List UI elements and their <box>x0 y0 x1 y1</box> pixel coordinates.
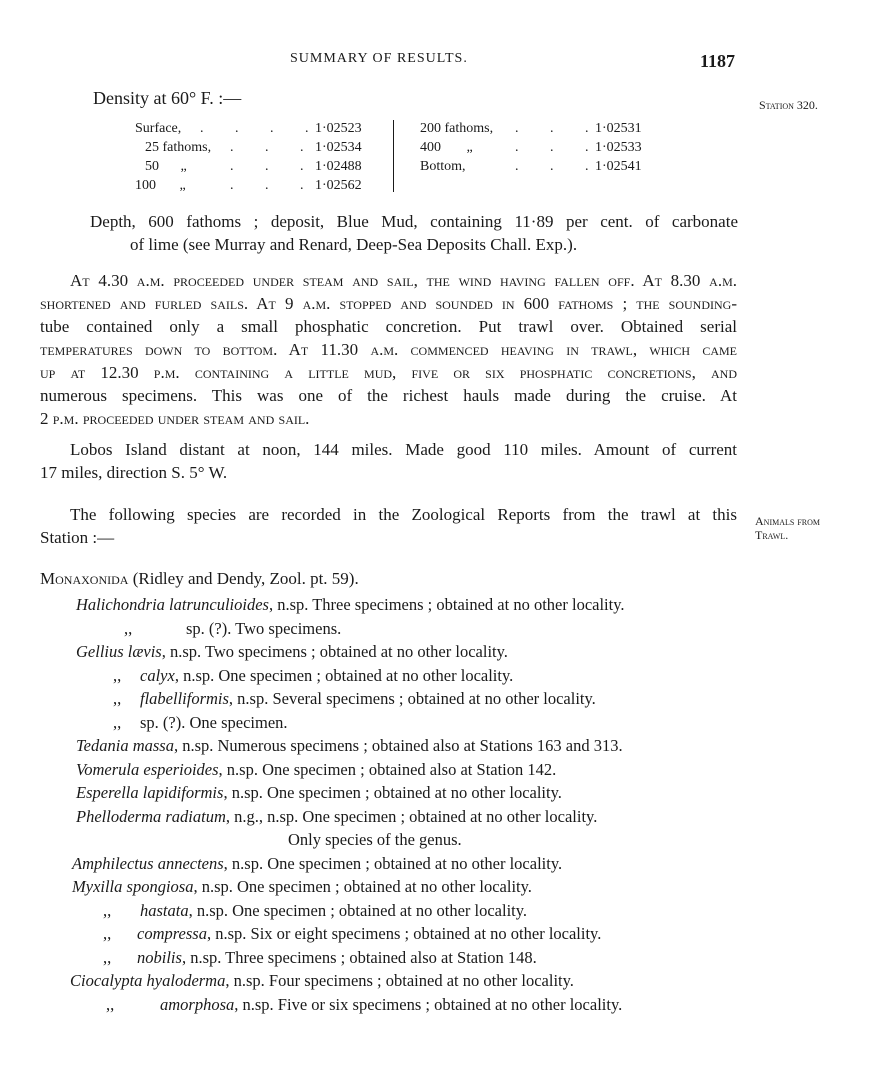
ditto-mark: ,, <box>106 994 115 1014</box>
list-item <box>0 969 880 993</box>
ditto-mark: ,, <box>103 900 112 920</box>
list-item <box>0 852 880 876</box>
density-table-left <box>135 119 385 195</box>
density-value: 1·02534 <box>315 140 362 155</box>
list-item <box>0 781 880 805</box>
density-value: 1·02488 <box>315 159 362 174</box>
narrative-line: 2 p.m. proceeded under steam and sail. <box>40 409 310 428</box>
species-name: amorphosa <box>160 994 235 1014</box>
list-item <box>0 758 880 782</box>
species-name: Esperella lapidiformis <box>76 783 224 802</box>
leader-dots: . . . <box>230 178 318 193</box>
ditto-mark: ,, <box>103 924 112 943</box>
species-name: Ciocalypta hyaloderma <box>70 971 226 990</box>
narrative-line: At 4.30 a.m. proceeded under steam and sail, the wind having fallen off. At 8.30 a.m. <box>70 271 737 290</box>
species-details: , n.sp. One specimen ; obtained at no other locality. <box>188 900 528 920</box>
density-row <box>420 119 660 138</box>
list-item <box>0 805 880 829</box>
leader-dots: . . . <box>515 140 603 155</box>
list-item <box>0 899 880 923</box>
list-item <box>0 734 880 758</box>
margin-note-animals <box>755 514 820 542</box>
leader-dots: . . . . <box>200 121 323 136</box>
species-details: , n.g., n.sp. One specimen ; obtained at no other locality. <box>225 806 598 826</box>
list-item <box>0 922 880 946</box>
species-details: , n.sp. Two specimens ; obtained at no other locality. <box>161 642 508 661</box>
margin-note-line: Animals from <box>755 514 821 528</box>
density-label: Bottom, <box>420 159 466 174</box>
density-label: 200 fathoms, <box>420 121 494 136</box>
ditto-mark: ,, <box>113 665 122 685</box>
species-intro <box>40 503 737 549</box>
intro-line: Station :— <box>40 528 115 547</box>
density-table-right <box>420 119 660 176</box>
density-row <box>420 138 660 157</box>
list-item <box>0 664 880 688</box>
species-details: , n.sp. Three specimens ; obtained at no other locality. <box>268 595 625 614</box>
list-item <box>0 946 880 970</box>
species-details: , n.sp. One specimen ; obtained also at Station 142. <box>218 759 557 779</box>
list-item <box>0 640 880 664</box>
group-reference: (Ridley and Dendy, Zool. pt. 59). <box>128 569 359 588</box>
lobos-line: Lobos Island distant at noon, 144 miles. Made good 110 miles. Amount of current <box>70 440 737 459</box>
species-details: , n.sp. One specimen ; obtained at no other locality. <box>193 877 532 896</box>
density-row <box>135 157 385 176</box>
lobos-paragraph <box>40 438 737 484</box>
density-row <box>135 176 385 195</box>
list-item <box>0 828 880 852</box>
species-list <box>0 593 880 1016</box>
species-details: , n.sp. One specimen ; obtained at no other locality. <box>223 853 563 873</box>
narrative-line: shortened and furled sails. At 9 a.m. stopped and sounded in 600 fathoms ; the sounding- <box>40 294 737 313</box>
species-details: , n.sp. One specimen ; obtained at no other locality. <box>223 783 562 802</box>
leader-dots: . . . <box>230 140 318 155</box>
species-details: , n.sp. One specimen ; obtained at no other locality. <box>174 665 514 685</box>
page-number: 1187 <box>700 51 736 71</box>
density-row <box>420 157 660 176</box>
group-name: Monaxonida <box>40 569 129 588</box>
density-value: 1·02541 <box>595 159 642 174</box>
species-details: , n.sp. Four specimens ; obtained at no other locality. <box>225 971 574 990</box>
density-value: 1·02533 <box>595 140 642 155</box>
species-details: , n.sp. Five or six specimens ; obtained at no other locality. <box>234 994 623 1014</box>
narrative-line: temperatures down to bottom. At 11.30 a.m. commenced heaving in trawl, which came <box>40 340 737 359</box>
running-header: SUMMARY OF RESULTS. <box>290 51 468 66</box>
narrative-line: numerous specimens. This was one of the richest hauls made during the cruise. At <box>40 386 737 405</box>
narrative-paragraph <box>40 269 737 430</box>
species-name: calyx <box>140 665 175 685</box>
species-details: , n.sp. Three specimens ; obtained also at Station 148. <box>181 947 537 967</box>
depth-line: of lime (see Murray and Renard, Deep-Sea Deposits Chall. Exp.). <box>130 235 578 254</box>
species-details: , n.sp. Numerous specimens ; obtained also at Stations 163 and 313. <box>173 736 623 755</box>
ditto-mark: ,, <box>103 947 112 967</box>
leader-dots: . . . <box>515 121 603 136</box>
table-divider <box>393 120 394 192</box>
species-name: Vomerula esperioides <box>76 759 219 779</box>
leader-dots: . . . <box>230 159 318 174</box>
depth-paragraph <box>90 210 738 256</box>
density-value: 1·02531 <box>595 121 642 136</box>
density-value: 1·02562 <box>315 178 362 193</box>
ditto-mark: ,, <box>113 689 122 708</box>
species-name: Gellius lævis <box>76 642 162 661</box>
margin-note-station: Station 320. <box>759 98 818 112</box>
density-label: Surface, <box>135 121 182 136</box>
ditto-mark: ,, <box>113 712 122 732</box>
species-name: compressa <box>137 924 207 943</box>
list-item <box>0 617 880 641</box>
species-details: sp. (?). Two specimens. <box>186 618 342 638</box>
intro-line: The following species are recorded in the Zoological Reports from the trawl at this <box>70 505 737 524</box>
list-item <box>0 593 880 617</box>
species-name: Amphilectus annectens <box>72 853 224 873</box>
species-name: flabelliformis <box>140 689 229 708</box>
lobos-line: 17 miles, direction S. 5° W. <box>40 463 228 482</box>
species-name: Halichondria latrunculioides <box>76 595 269 614</box>
density-row <box>135 119 385 138</box>
list-item <box>0 875 880 899</box>
depth-line: Depth, 600 fathoms ; deposit, Blue Mud, containing 11·89 per cent. of carbonate <box>90 212 738 231</box>
leader-dots: . . . <box>515 159 603 174</box>
species-details: , n.sp. Several specimens ; obtained at no other locality. <box>228 689 596 708</box>
species-name: Myxilla spongiosa <box>72 877 194 896</box>
density-label: 25 fathoms, <box>145 140 212 155</box>
list-item <box>0 711 880 735</box>
ditto-mark: ,, <box>124 618 133 638</box>
density-row <box>135 138 385 157</box>
list-item <box>0 993 880 1017</box>
density-value: 1·02523 <box>315 121 362 136</box>
list-item <box>0 687 880 711</box>
species-name: hastata <box>140 900 189 920</box>
species-name: nobilis <box>137 947 182 967</box>
species-details: sp. (?). One specimen. <box>140 712 288 732</box>
narrative-line: up at 12.30 p.m. containing a little mud, five or six phosphatic concretions, and <box>40 363 737 382</box>
species-name: Phelloderma radiatum <box>76 806 226 826</box>
species-details: , n.sp. Six or eight specimens ; obtained at no other locality. <box>206 924 602 943</box>
density-label: 400 „ <box>420 140 473 155</box>
margin-note-line: Trawl. <box>755 528 789 542</box>
density-label: 50 „ <box>145 159 187 174</box>
narrative-line: tube contained only a small phosphatic concretion. Put trawl over. Obtained serial <box>40 317 737 336</box>
species-name: Tedania massa <box>76 736 174 755</box>
density-title: Density at 60° F. :— <box>93 88 242 108</box>
species-details: Only species of the genus. <box>288 830 462 849</box>
density-label: 100 „ <box>135 178 186 193</box>
group-heading <box>40 567 359 590</box>
